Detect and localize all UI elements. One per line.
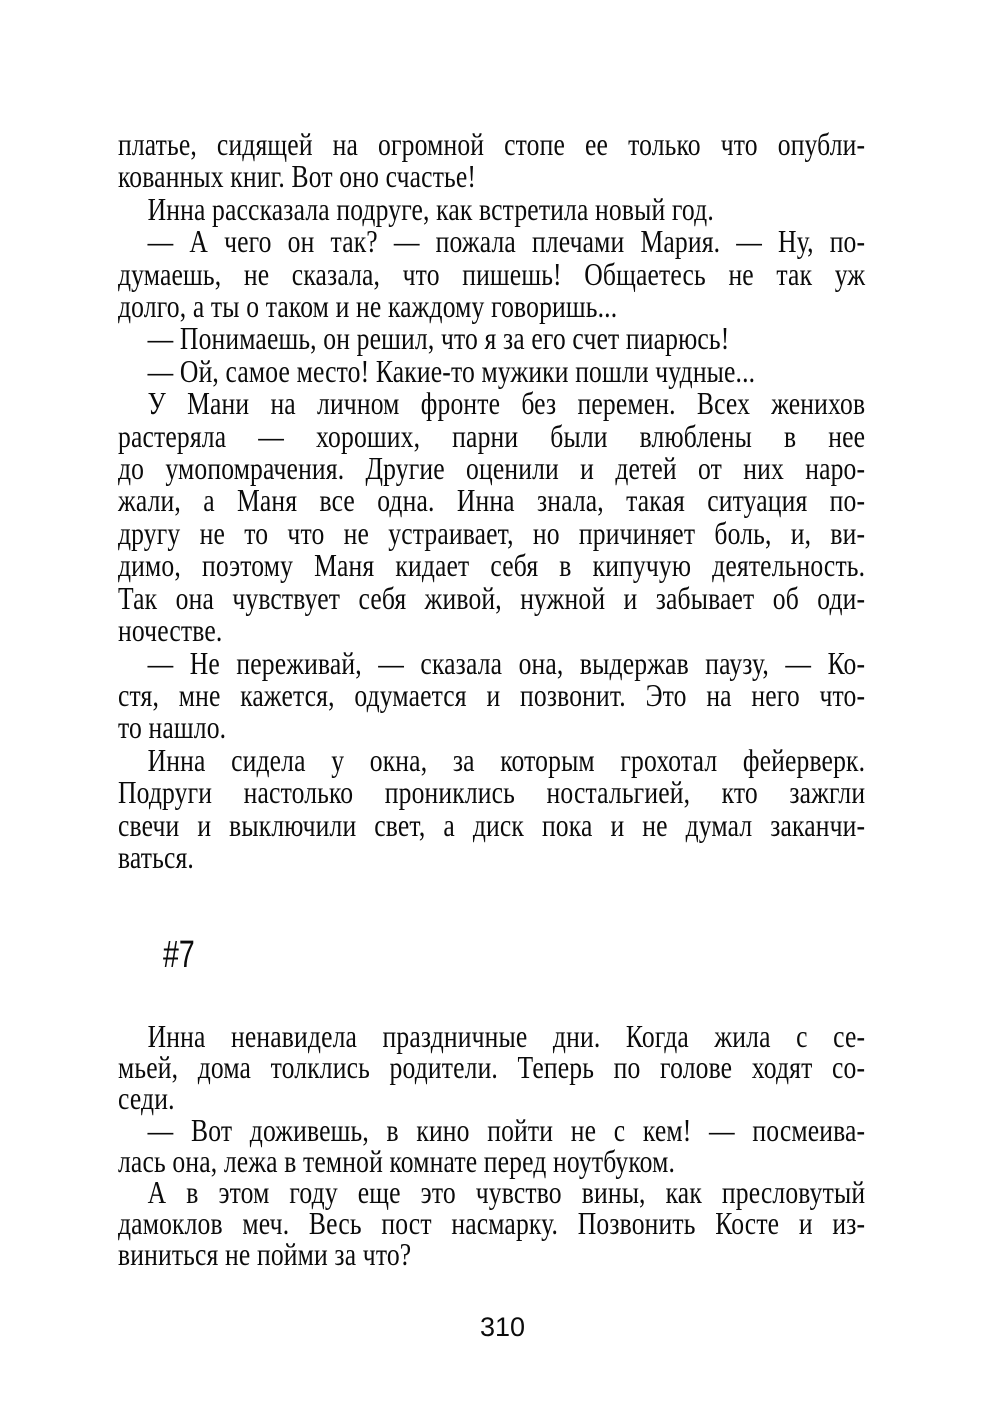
- text-line: жали, а Маня все одна. Инна знала, такая ситуация по-: [118, 482, 866, 519]
- text-line: Инна рассказала подруге, как встретила новый год.: [147, 190, 714, 227]
- text-line: — Ой, самое место! Какие-то мужики пошли чудные...: [147, 352, 756, 389]
- text-line: А в этом году еще это чувство вины, как пресловутый: [147, 1174, 866, 1211]
- text-line: ваться.: [118, 838, 194, 875]
- text-line: стя, мне кажется, одумается и позвонит. Это на него что-: [118, 676, 866, 713]
- paragraph: [118, 644, 866, 746]
- text-line: долго, а ты о таком и не каждому говоришь...: [118, 288, 618, 325]
- text-line: мьей, дома толклись родители. Теперь по голове ходят со-: [118, 1049, 866, 1086]
- text-line: думаешь, не сказала, что пишешь! Общаетесь не так уж: [118, 255, 866, 292]
- paragraph: [118, 1174, 866, 1273]
- text-line: дамоклов меч. Весь пост насмарку. Позвонить Косте и из-: [118, 1205, 866, 1242]
- text-block-bottom: [118, 1018, 866, 1273]
- text-line: другу не то что не устраивает, но причиняет боль, и, ви-: [118, 514, 866, 551]
- text-line: — А чего он так? — пожала плечами Мария. — Ну, по-: [147, 223, 866, 260]
- text-block-top: [118, 128, 865, 873]
- paragraph: [118, 352, 865, 389]
- text-line: до умопомрачения. Другие оценили и детей от них наро-: [118, 450, 866, 487]
- text-line: ночестве.: [118, 612, 223, 649]
- paragraph: [118, 1111, 866, 1179]
- chapter-heading: #7: [163, 934, 195, 976]
- text-line: Инна сидела у окна, за которым грохотал фейерверк.: [147, 741, 866, 778]
- text-line: виниться не пойми за что?: [118, 1236, 412, 1273]
- text-line: — Не переживай, — сказала она, выдержав паузу, — Ко-: [147, 644, 866, 681]
- text-line: — Понимаешь, он решил, что я за его счет пиарюсь!: [147, 320, 730, 357]
- text-line: Так она чувствует себя живой, нужной и забывает об оди-: [118, 579, 866, 616]
- text-line: кованных книг. Вот оно счастье!: [118, 158, 477, 195]
- paragraph: [118, 1018, 866, 1117]
- text-line: то нашло.: [118, 709, 227, 746]
- page-number: 310: [479, 1312, 526, 1342]
- text-line: Инна ненавидела праздничные дни. Когда жила с се-: [147, 1018, 866, 1054]
- text-line: платье, сидящей на огромной стопе ее только что опубли-: [118, 126, 866, 162]
- paragraph: [118, 190, 865, 227]
- text-line: свечи и выключили свет, а диск пока и не думал заканчи-: [118, 806, 866, 843]
- text-line: У Мани на личном фронте без перемен. Всех женихов: [147, 385, 866, 422]
- paragraph: [118, 385, 866, 649]
- text-line: Подруги настолько прониклись ностальгией, кто зажгли: [118, 774, 866, 811]
- text-line: седи.: [118, 1080, 175, 1117]
- text-line: — Вот доживешь, в кино пойти не с кем! — посмеива-: [147, 1111, 866, 1148]
- text-line: растеряла — хороших, парни были влюблены в нее: [118, 417, 866, 454]
- text-line: димо, поэтому Маня кидает себя в кипучую деятельность.: [118, 547, 866, 584]
- paragraph: [118, 741, 866, 875]
- paragraph: [118, 320, 865, 357]
- paragraph: [118, 223, 866, 325]
- paragraph: [118, 128, 865, 193]
- text-line: лась она, лежа в темной комнате перед ноутбуком.: [118, 1142, 676, 1179]
